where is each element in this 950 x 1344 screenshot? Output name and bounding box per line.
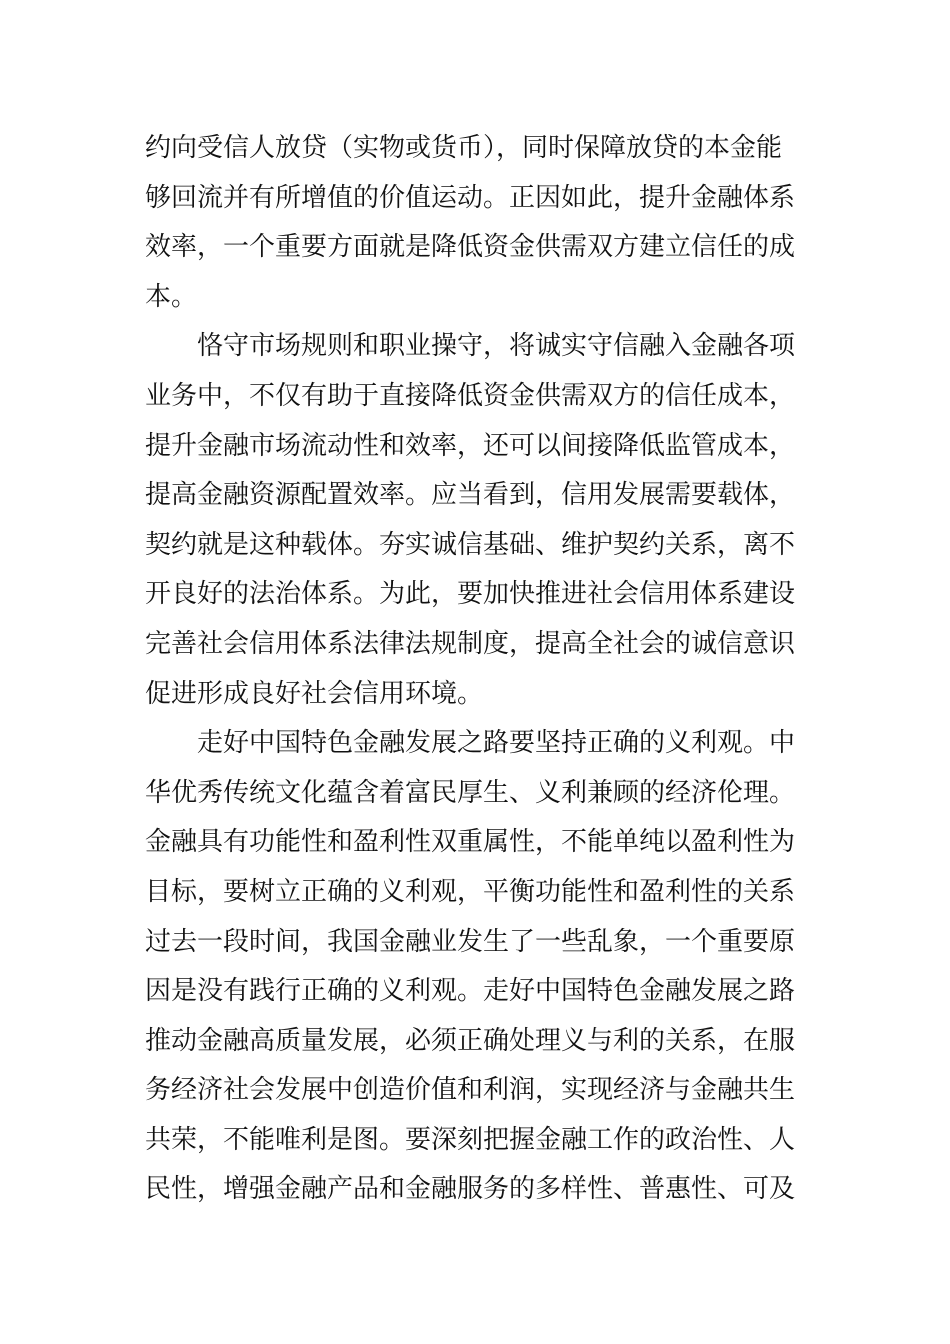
text-line: 契约就是这种载体。夯实诚信基础、维护契约关系，离不 [145,529,796,560]
text-line: 推动金融高质量发展，必须正确处理义与利的关系，在服 [145,1025,796,1056]
text-line: 华优秀传统文化蕴含着富民厚生、义利兼顾的经济伦理。 [145,777,796,808]
text-line: 约向受信人放贷（实物或货币），同时保障放贷的本金能 [145,133,783,163]
text-line: 完善社会信用体系法律法规制度，提高全社会的诚信意识 [145,628,796,659]
text-line: 务经济社会发展中创造价值和利润，实现经济与金融共生 [145,1075,796,1106]
text-line: 促进形成良好社会信用环境。 [145,678,484,709]
body-text [145,124,810,1215]
text-line: 提升金融市场流动性和效率，还可以间接降低监管成本， [145,430,796,461]
text-line: 够回流并有所增值的价值运动。正因如此，提升金融体系 [145,182,796,213]
text-line: 目标，要树立正确的义利观，平衡功能性和盈利性的关系 [145,876,796,907]
text-line: 因是没有践行正确的义利观。走好中国特色金融发展之路 [145,976,796,1007]
text-line: 效率，一个重要方面就是降低资金供需双方建立信任的成 [145,232,796,263]
text-line: 业务中，不仅有助于直接降低资金供需双方的信任成本， [145,380,796,411]
text-line: 民性，增强金融产品和金融服务的多样性、普惠性、可及 [145,1174,796,1205]
paragraph-first-line: 恪守市场规则和职业操守，将诚实守信融入金融各项 [197,331,796,362]
text-line: 共荣，不能唯利是图。要深刻把握金融工作的政治性、人 [145,1124,796,1155]
text-line: 提高金融资源配置效率。应当看到，信用发展需要载体， [145,480,796,511]
paragraph-first-line: 走好中国特色金融发展之路要坚持正确的义利观。中 [197,728,796,759]
text-line: 本。 [145,281,198,312]
text-line: 金融具有功能性和盈利性双重属性，不能单纯以盈利性为 [145,827,796,858]
text-line: 过去一段时间，我国金融业发生了一些乱象，一个重要原 [145,926,796,957]
text-line: 开良好的法治体系。为此，要加快推进社会信用体系建设 [145,579,796,610]
